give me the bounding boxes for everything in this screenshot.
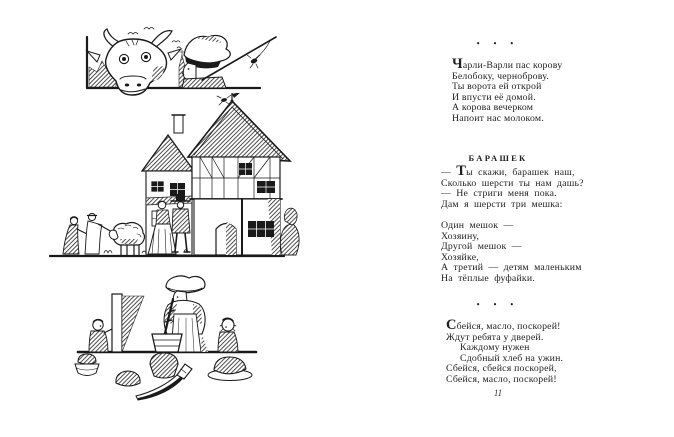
drop-cap: Т	[456, 163, 467, 179]
poem-barashek	[441, 163, 584, 285]
poem-title-barashek: БАРАШЕК	[468, 153, 528, 164]
poem-line: Каждому нужен	[460, 342, 530, 354]
butter-churning-illustration	[60, 272, 260, 404]
poem-line-text: ы скажи, барашек наш,	[466, 167, 575, 178]
poem-line: Напоит нас молоком.	[452, 112, 544, 124]
poem-line: Сдобный хлеб на ужин.	[460, 352, 564, 364]
poem-line: Сколько шерсти ты нам дашь?	[441, 177, 584, 189]
poem-line: Ждут ребята у дверей.	[446, 331, 544, 343]
poem-line: Сбейся, сбейся поскорей,	[446, 363, 557, 375]
poem-ornament: • • •	[476, 39, 520, 48]
poem-line: Белобоку, черноброву.	[452, 70, 550, 82]
poem-line: Дам я шерсти три мешка:	[441, 198, 563, 210]
poem-line: И впусти её домой.	[452, 91, 536, 103]
poem-line: Хозяйке,	[441, 251, 479, 263]
poem-line: Хозяину,	[441, 230, 480, 242]
right-page	[440, 0, 620, 437]
poem-line	[441, 163, 584, 179]
drop-cap: С	[446, 317, 457, 333]
poem-line	[452, 56, 563, 72]
poem-line	[446, 317, 563, 333]
butter-churning-engraving-svg	[60, 272, 260, 404]
poem-line: Другой мешок —	[441, 241, 522, 253]
poem-line: — Не стриги меня пока.	[441, 188, 557, 200]
poem-sbeisya-maslo	[446, 317, 564, 386]
poem-line: Ты ворота ей открой	[452, 81, 542, 93]
page-number: 11	[493, 388, 503, 398]
stanza	[441, 221, 584, 285]
poem-ornament: • • •	[476, 300, 520, 309]
house-engraving-svg	[42, 93, 302, 261]
poem-line: А третий — детям маленьким	[441, 262, 582, 274]
house-children-sheep-illustration	[42, 93, 302, 261]
poem-line: На тёплые фуфайки.	[441, 272, 535, 284]
dash-prefix: —	[441, 167, 457, 178]
poem-charli-varli	[452, 56, 563, 125]
poem-line-text: бейся, масло, поскорей!	[456, 321, 561, 332]
poem-line: Сбейся, масло, поскорей!	[446, 373, 557, 385]
poem-line-text: арли-Варли пас корову	[462, 60, 563, 71]
poem-line: Один мешок —	[441, 219, 514, 231]
poem-line: А корова вечерком	[452, 102, 534, 114]
stanza	[441, 163, 584, 210]
drop-cap: Ч	[452, 56, 463, 72]
